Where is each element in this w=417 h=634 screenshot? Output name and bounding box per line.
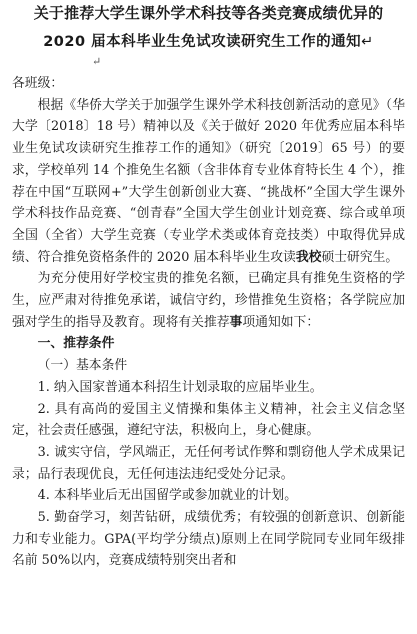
paragraph-purpose-text: 为充分使用好学校宝贵的推免名额，已确定具有推免生资格的学生，应严肃对待推免承诺，诚信守约，珍惜推免生资格；各学院应加强对学生的指导及教育。现将有关推荐 xyxy=(12,271,405,330)
title-line-2 xyxy=(0,32,417,52)
condition-item-3: 3. 诚实守信，学风端正，无任何考试作弊和剽窃他人学术成果记录；品行表现优良，无任何违法违纪受处分记录。 xyxy=(12,444,405,482)
section-heading-conditions: 一、推荐条件 xyxy=(37,336,115,352)
title-line-2-text: 2020 届本科毕业生免试攻读研究生工作的通知 xyxy=(43,34,362,50)
condition-item-2: 2. 具有高尚的爱国主义情操和集体主义精神，社会主义信念坚定，社会责任感强，遵纪守法，积极向上，身心健康。 xyxy=(12,401,405,439)
paragraph-basis xyxy=(12,95,405,269)
subsection-heading-basic: （一）基本条件 xyxy=(37,358,128,374)
blank-line-paragraph-mark: ↵ xyxy=(92,55,102,68)
condition-item-1: 1. 纳入国家普通本科招生计划录取的应届毕业生。 xyxy=(37,379,323,395)
paragraph-mark: ↵ xyxy=(361,34,374,50)
salutation: 各班级： xyxy=(12,76,64,91)
paragraph-basis-text: 根据《华侨大学关于加强学生课外学术科技创新活动的意见》（华大学〔2018〕18 号）精神以及《关于做好 2020 年优秀应届本科毕业生免试攻读研究生推荐工作的通知》（研究〔2019〕65 号）的要求，学校单列 14 个推免生名额（含非体育专业体育特长生 4 个），推荐在中国“互联网+”大学生创新创业大赛、“挑战杯”全国大学生课外学术科技作品竞赛、“创青春”全国大学生创业计划竞赛、综合或单项全国（全省）大学生竞赛（专业学术类或体育竞技类）中取得优异成绩、符合推免资格条件的 2020 届本科毕业生攻读 xyxy=(12,97,405,265)
paragraph-purpose xyxy=(12,268,405,333)
condition-item-5: 5. 勤奋学习，刻苦钻研，成绩优秀；有较强的创新意识、创新能力和专业能力。GPA(平均学分绩点)原则上在同学院同专业同年级排名前 50%以内，竞赛成绩特别突出者和 xyxy=(12,510,405,569)
title-line-1: 关于推荐大学生课外学术科技等各类竞赛成绩优异的 xyxy=(33,4,384,22)
document-body xyxy=(0,73,417,572)
condition-item-4: 4. 本科毕业后无出国留学或参加就业的计划。 xyxy=(37,488,298,504)
paragraph-purpose-end: 项通知如下： xyxy=(242,314,320,330)
paragraph-basis-end: 硕士研究生。 xyxy=(321,249,399,265)
paragraph-basis-bold: 我校 xyxy=(295,249,322,265)
paragraph-purpose-bold: 事 xyxy=(229,314,243,330)
